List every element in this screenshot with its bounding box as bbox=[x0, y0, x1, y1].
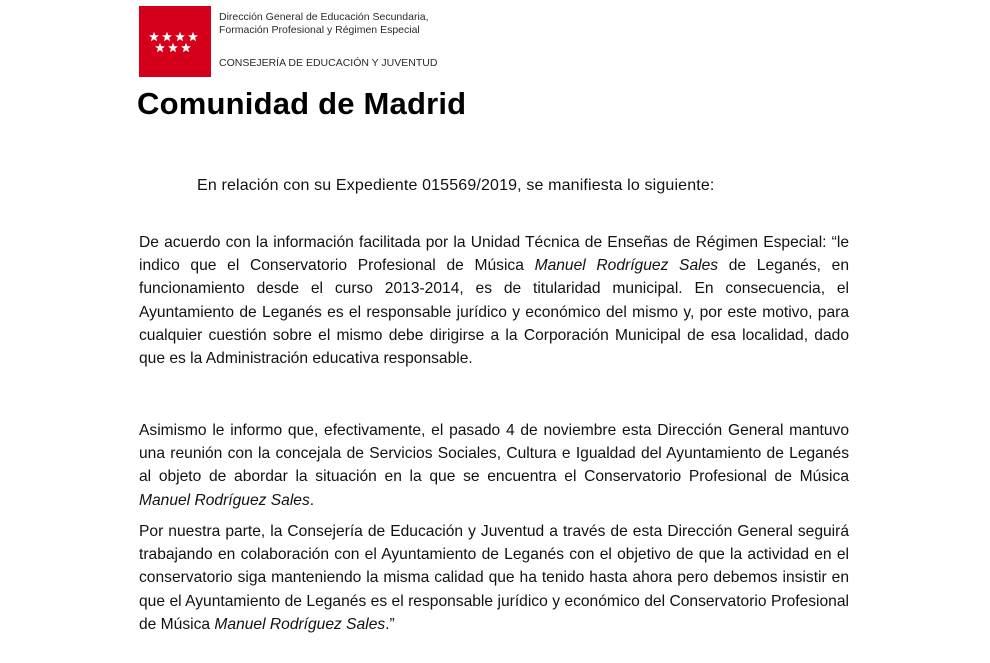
letter-intro: En relación con su Expediente 015569/2019, se manifiesta lo siguiente: bbox=[197, 177, 715, 194]
department-line-1: Dirección General de Educación Secundaria, bbox=[219, 11, 429, 23]
flag-star-icon bbox=[181, 43, 191, 52]
flag-star-icon bbox=[149, 32, 159, 41]
paragraph-3-text-b: .” bbox=[385, 615, 395, 633]
flag-star-icon bbox=[188, 32, 198, 41]
paragraph-1-text-b: de Leganés, en funcionamiento desde el curso 2013-2014, es de titularidad municipal. En consecuencia, el Ayuntamiento de Leganés es el responsable jurídico y económico del mismo y, por este motivo, para cualquier cuestión sobre el mismo debe dirigirse a la Corporación Municipal de esa localidad, dado que es la Administración educativa responsable. bbox=[139, 257, 849, 368]
paragraph-1-text-a: De acuerdo con la información facilitada por la Unidad Técnica de Enseñas de Régimen Especial: “le indico que el Conservatorio Profesional de Música bbox=[139, 234, 849, 275]
flag-star-icon bbox=[168, 43, 178, 52]
paragraph-3-conservatory-name: Manuel Rodríguez Sales bbox=[214, 615, 386, 633]
paragraph-2-text-a: Asimismo le informo que, efectivamente, el pasado 4 de noviembre esta Dirección General mantuvo una reunión con la concejala de Servicios Sociales, Cultura e Igualdad del Ayuntamiento de Leganés al objeto de abordar la situación en la que se encuentra el Conservatorio Profesional de Música bbox=[139, 422, 849, 486]
consejeria-name: CONSEJERÍA DE EDUCACIÓN Y JUVENTUD bbox=[219, 57, 438, 69]
paragraph-1-conservatory-name: Manuel Rodríguez Sales bbox=[534, 257, 719, 275]
paragraph-3 bbox=[139, 520, 849, 636]
department-line-2: Formación Profesional y Régimen Especial bbox=[219, 24, 420, 36]
comunidad-de-madrid-flag-icon bbox=[139, 6, 211, 77]
paragraph-2-conservatory-name: Manuel Rodríguez Sales bbox=[139, 491, 310, 509]
paragraph-2 bbox=[139, 419, 849, 512]
flag-star-icon bbox=[162, 32, 172, 41]
paragraph-2-text-b: . bbox=[309, 491, 315, 509]
flag-star-icon bbox=[175, 32, 185, 41]
flag-star-icon bbox=[155, 43, 165, 52]
brand-title: Comunidad de Madrid bbox=[137, 86, 467, 121]
department-name bbox=[219, 11, 429, 37]
paragraph-1 bbox=[139, 231, 849, 370]
paragraph-3-text-a: Por nuestra parte, la Consejería de Educación y Juventud a través de esta Dirección General seguirá trabajando en colaboración con el Ayuntamiento de Leganés con el objetivo de que la actividad en el conservatorio siga manteniendo la misma calidad que ha tenido hasta ahora pero debemos insistir en que el Ayuntamiento de Leganés es el responsable jurídico y económico del Conservatorio Profesional de Música bbox=[139, 523, 849, 633]
flag-stars bbox=[139, 6, 211, 77]
